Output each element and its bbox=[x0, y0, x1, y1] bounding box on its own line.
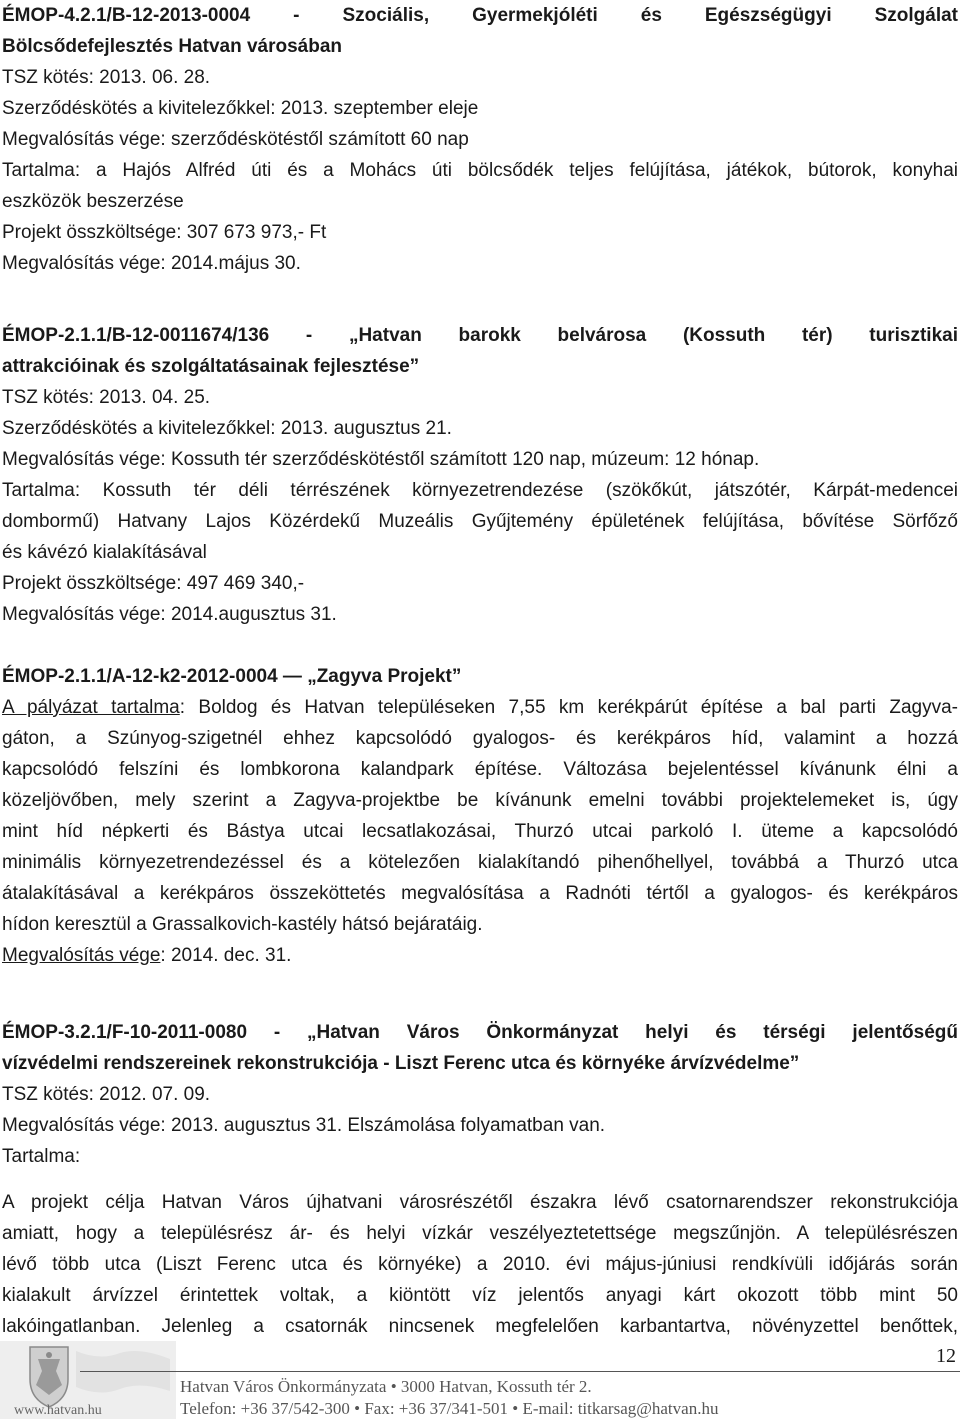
text-line: Megvalósítás vége: 2014.május 30. bbox=[2, 253, 301, 274]
text-line: Tartalma: a Hajós Alfréd úti és a Mohács úti bölcsődék teljes felújítása, játékok, bútorok, konyhai bbox=[2, 160, 958, 181]
text-line bbox=[2, 692, 958, 723]
section-zagyva-projekt bbox=[2, 661, 958, 971]
text-line: dombormű) Hatvany Lajos Közérdekű Muzeális Gyűjtemény épületének felújítása, bővítése Sörfőző bbox=[2, 511, 958, 532]
text-line: TSZ kötés: 2012. 07. 09. bbox=[2, 1084, 211, 1105]
title-line: ÉMOP-3.2.1/F-10-2011-0080 - „Hatvan Város Önkormányzat helyi és térségi jelentőségű bbox=[2, 1022, 958, 1043]
text-line: kapcsolódó felszíni és lombkorona kalandpark építése. Változása bejelentéssel kívánunk élni a bbox=[2, 759, 958, 780]
title-line: vízvédelmi rendszereinek rekonstrukciója - Liszt Ferenc utca és környéke árvízvédelme” bbox=[2, 1053, 800, 1074]
footer-contact: Telefon: +36 37/542-300 • Fax: +36 37/341-501 • E-mail: titkarsag@hatvan.hu bbox=[180, 1399, 719, 1418]
text-line: Projekt összköltsége: 497 469 340,- bbox=[2, 573, 305, 594]
title-line: ÉMOP-2.1.1/B-12-0011674/136 - „Hatvan barokk belvárosa (Kossuth tér) turisztikai bbox=[2, 325, 958, 346]
text-line: minimális környezetrendezéssel és a kötelezően kialakítandó pihenőhellyel, továbbá a Thurzó utca bbox=[2, 852, 958, 873]
content-label: A pályázat tartalma bbox=[2, 697, 180, 718]
section-bolcsode bbox=[2, 0, 958, 279]
text-line: hídon keresztül a Grassalkovich-kastély hátsó bejáratáig. bbox=[2, 914, 483, 935]
page-number: 12 bbox=[936, 1345, 956, 1367]
text-line: eszközök beszerzése bbox=[2, 191, 184, 212]
section-body bbox=[2, 692, 958, 940]
section-title bbox=[2, 0, 958, 62]
text-line: lévő több utca (Liszt Ferenc utca és környéke) a 2010. évi május-júniusi rendkívüli időjárás során bbox=[2, 1254, 958, 1275]
text-line: Megvalósítás vége: 2014.augusztus 31. bbox=[2, 604, 337, 625]
section-body bbox=[2, 1187, 958, 1342]
text-line: Megvalósítás vége: Kossuth tér szerződéskötéstől számított 120 nap, múzeum: 12 hónap. bbox=[2, 449, 760, 470]
text-line: A projekt célja Hatvan Város újhatvani városrészétől északra lévő csatornarendszer rekonstrukciója bbox=[2, 1192, 958, 1213]
text-line: Szerződéskötés a kivitelezőkkel: 2013. szeptember eleje bbox=[2, 98, 479, 119]
text-line: Tartalma: Kossuth tér déli térrészének környezetrendezése (szökőkút, játszótér, Kárpát-medencei bbox=[2, 480, 958, 501]
page-footer bbox=[0, 1341, 960, 1419]
end-label: Megvalósítás vége bbox=[2, 945, 161, 966]
section-title: ÉMOP-2.1.1/A-12-k2-2012-0004 — „Zagyva Projekt” bbox=[2, 666, 462, 687]
text-line: Tartalma: bbox=[2, 1146, 81, 1167]
text-line: és kávézó kialakításával bbox=[2, 542, 207, 563]
text-line bbox=[2, 940, 958, 971]
section-title bbox=[2, 1017, 958, 1079]
text-line: Projekt összköltsége: 307 673 973,- Ft bbox=[2, 222, 327, 243]
text-line: TSZ kötés: 2013. 04. 25. bbox=[2, 387, 211, 408]
text-fragment: : Boldog és Hatvan településeken 7,55 km kerékpárút építése a bal parti Zagyva- bbox=[179, 697, 958, 718]
end-value: : 2014. dec. 31. bbox=[160, 945, 292, 966]
title-line: ÉMOP-4.2.1/B-12-2013-0004 - Szociális, Gyermekjóléti és Egészségügyi Szolgálat bbox=[2, 5, 958, 26]
text-line: gáton, a Szúnyog-szigetnél ehhez kapcsolódó gyalogos- és kerékpáros híd, valamint a hozzá bbox=[2, 728, 958, 749]
text-line: Megvalósítás vége: szerződéskötéstől számított 60 nap bbox=[2, 129, 469, 150]
text-line: átalakításával a kerékpáros összeköttetés megvalósítása a Radnóti tértől a gyalogos- és kerékpáros bbox=[2, 883, 958, 904]
section-barokk-belvaros bbox=[2, 320, 958, 630]
text-line: Szerződéskötés a kivitelezőkkel: 2013. augusztus 21. bbox=[2, 418, 452, 439]
text-line: mint híd népkerti és Bástya utcai lecsatlakozásai, Thurzó utcai parkoló I. üteme a kapcsolódó bbox=[2, 821, 958, 842]
spacer bbox=[2, 1172, 958, 1187]
text-line: TSZ kötés: 2013. 06. 28. bbox=[2, 67, 211, 88]
text-line: közeljövőben, mely szerint a Zagyva-projektbe be kívánunk emelni további projektelemeket is, úgy bbox=[2, 790, 958, 811]
website-url[interactable]: www.hatvan.hu bbox=[14, 1403, 102, 1418]
footer-divider bbox=[80, 1371, 960, 1372]
section-vizvedelem bbox=[2, 1017, 958, 1342]
text-line: Megvalósítás vége: 2013. augusztus 31. Elszámolása folyamatban van. bbox=[2, 1115, 606, 1136]
title-line: Bölcsődefejlesztés Hatvan városában bbox=[2, 36, 343, 57]
footer-address: Hatvan Város Önkormányzata • 3000 Hatvan, Kossuth tér 2. bbox=[180, 1377, 592, 1396]
section-title bbox=[2, 320, 958, 382]
text-line: lakóingatlanban. Jelenleg a csatornák nincsenek megfelelően karbantartva, növényzettel benőttek, bbox=[2, 1316, 958, 1337]
text-line: kialakult árvízzel érintettek voltak, a kiöntött víz jelentős anyagi kárt okozott több mint 50 bbox=[2, 1285, 958, 1306]
title-line: attrakcióinak és szolgáltatásainak fejlesztése” bbox=[2, 356, 420, 377]
text-line: amiatt, hogy a településrész ár- és helyi vízkár veszélyeztetettsége megszűnjön. A településrészen bbox=[2, 1223, 958, 1244]
